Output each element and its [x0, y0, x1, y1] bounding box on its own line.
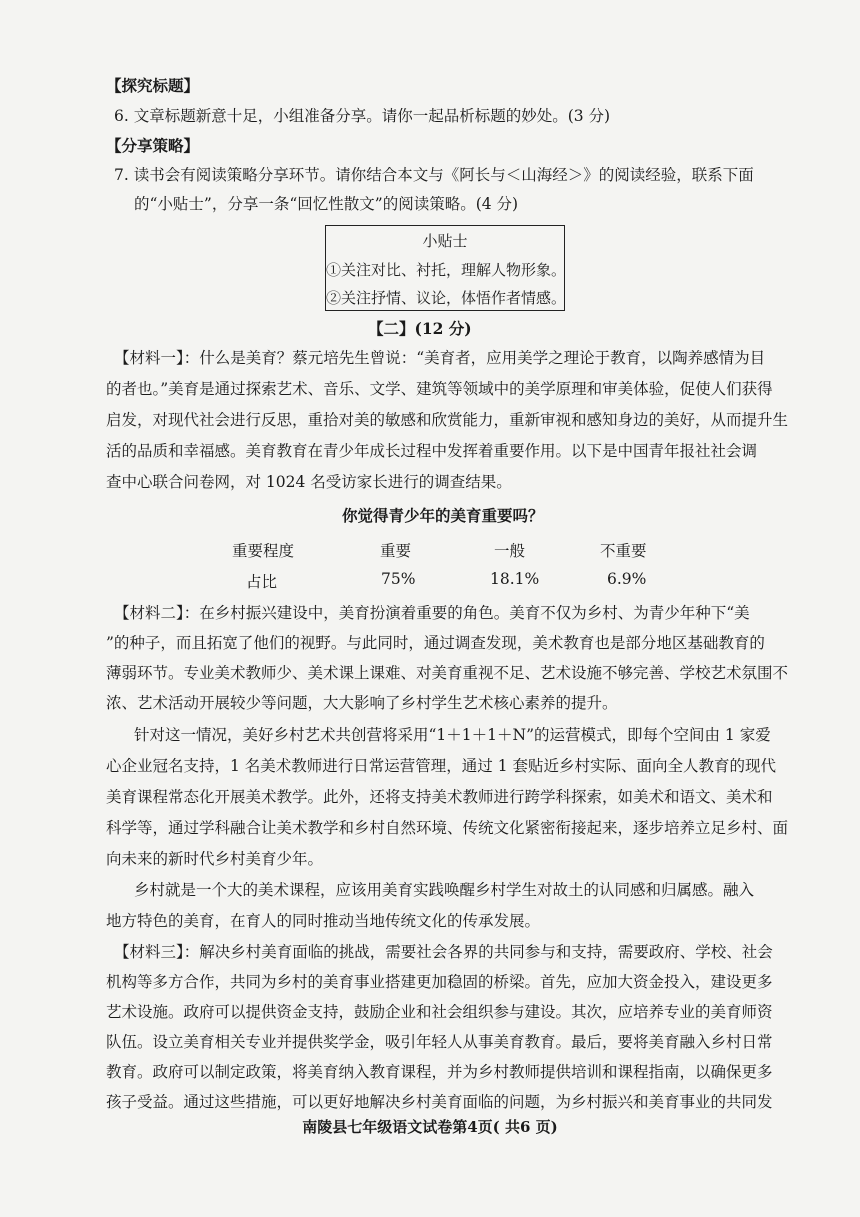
- question-7-line-1: 7. 读书会有阅读策略分享环节。请你结合本文与《阿长与＜山海经＞》的阅读经验，联系下面: [114, 166, 754, 184]
- material-3-line: 机构等多方合作，共同为乡村的美育事业搭建更加稳固的桥梁。首先，应加大资金投入，建设更多: [106, 973, 773, 991]
- material-2-line: 心企业冠名支持，1 名美术教师进行日常运营管理，通过 1 套贴近乡村实际、面向全人教育的现代: [106, 757, 777, 775]
- material-3-line: 艺术设施。政府可以提供资金支持，鼓励企业和社会组织参与建设。其次，应培养专业的美育师资: [106, 1003, 773, 1021]
- material-2-line: 针对这一情况，美好乡村艺术共创营将采用“1＋1＋1＋N”的运营模式，即每个空间由 1 家爱: [134, 726, 771, 744]
- material-2-line: 美育课程常态化开展美术教学。此外，还将支持美术教师进行跨学科探索，如美术和语文、美术和: [106, 788, 773, 806]
- explore-heading: 【探究标题】: [106, 76, 200, 95]
- material-3-line: 【材料三】：解决乡村美育面临的挑战，需要社会各界的共同参与和支持，需要政府、学校、社会: [114, 943, 773, 961]
- material-2-line: 地方特色的美育，在育人的同时推动当地传统文化的传承发展。: [106, 912, 541, 930]
- material-3-line: 队伍。设立美育相关专业并提供奖学金，吸引年轻人从事美育教育。最后，要将美育融入乡村日常: [106, 1033, 773, 1051]
- material-1-line: 查中心联合问卷网，对 1024 名受访家长进行的调查结果。: [106, 473, 512, 491]
- material-2-line: 科学等，通过学科融合让美术教学和乡村自然环境、传统文化紧密衔接起来，逐步培养立足乡村、面: [106, 819, 789, 837]
- survey-value: 75%: [381, 570, 416, 588]
- material-2-line: 浓、艺术活动开展较少等问题，大大影响了乡村学生艺术核心素养的提升。: [106, 694, 618, 712]
- survey-value: 18.1%: [490, 570, 540, 588]
- survey-option: 不重要: [600, 542, 647, 560]
- material-2-line: 乡村就是一个大的美术课程，应该用美育实践唤醒乡村学生对故土的认同感和归属感。融入: [134, 881, 755, 899]
- material-3-line: 孩子受益。通过这些措施，可以更好地解决乡村美育面临的问题，为乡村振兴和美育事业的共同发: [106, 1093, 773, 1111]
- page-footer: 南陵县七年级语文试卷第4页( 共6 页): [302, 1118, 558, 1136]
- tips-title: 小贴士: [422, 232, 468, 250]
- material-3-line: 教育。政府可以制定政策，将美育纳入教育课程，并为乡村教师提供培训和课程指南，以确保更多: [106, 1063, 773, 1081]
- material-1-line: 【材料一】：什么是美育？蔡元培先生曾说：“美育者，应用美学之理论于教育，以陶养感情为目: [114, 349, 766, 367]
- survey-option: 一般: [494, 542, 526, 560]
- survey-row-label: 重要程度: [232, 542, 295, 560]
- tips-box: [325, 225, 565, 311]
- material-2-line: 向未来的新时代乡村美育少年。: [106, 850, 324, 868]
- survey-option: 重要: [380, 542, 412, 560]
- material-2-line: 薄弱环节。专业美术教师少、美术课上课难、对美育重视不足、艺术设施不够完善、学校艺术氛围不: [106, 664, 789, 682]
- question-7-line-2: 的“小贴士”，分享一条“回忆性散文”的阅读策略。(4 分): [134, 195, 519, 213]
- share-heading: 【分享策略】: [106, 136, 200, 155]
- question-6: 6. 文章标题新意十足，小组准备分享。请你一起品析标题的妙处。(3 分): [114, 107, 611, 125]
- survey-row-label: 占比: [246, 573, 278, 591]
- material-1-line: 的者也。”美育是通过探索艺术、音乐、文学、建筑等领域中的美学原理和审美体验，促使人们获得: [106, 380, 773, 398]
- survey-value: 6.9%: [607, 570, 647, 588]
- material-1-line: 活的品质和幸福感。美育教育在青少年成长过程中发挥着重要作用。以下是中国青年报社社会调: [106, 442, 758, 460]
- part-2-heading: 【二】(12 分): [368, 319, 472, 338]
- material-1-line: 启发，对现代社会进行反思，重拾对美的敏感和欣赏能力，重新审视和感知身边的美好，从而提升生: [106, 411, 789, 429]
- material-2-line: 【材料二】：在乡村振兴建设中，美育扮演着重要的角色。美育不仅为乡村、为青少年种下“美: [114, 604, 750, 622]
- material-2-line: ”的种子，而且拓宽了他们的视野。与此同时，通过调查发现，美术教育也是部分地区基础教育的: [106, 634, 765, 652]
- survey-question: 你觉得青少年的美育重要吗？: [342, 506, 544, 525]
- tips-item-1: ①关注对比、衬托，理解人物形象。: [326, 261, 567, 279]
- tips-item-2: ②关注抒情、议论，体悟作者情感。: [326, 289, 567, 307]
